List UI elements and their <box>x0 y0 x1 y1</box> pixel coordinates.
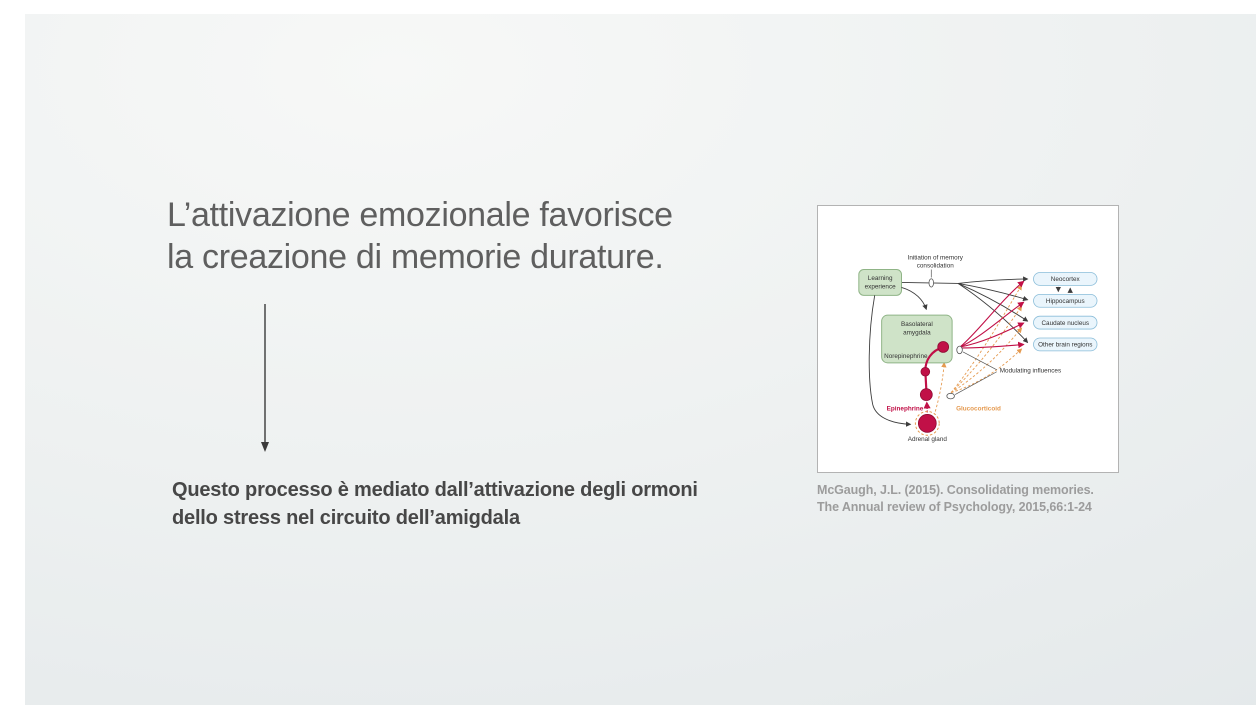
learning-label-line2: experience <box>864 283 896 291</box>
initiation-marker-ellipse <box>929 279 934 287</box>
neocortex-label: Neocortex <box>1050 276 1080 284</box>
citation-line-1: McGaugh, J.L. (2015). Consolidating memories. <box>817 483 1094 497</box>
glucocorticoid-arrow-amygdala <box>935 363 944 412</box>
black-arrow-caudate <box>958 283 1027 321</box>
junction-ellipse <box>957 346 963 354</box>
caudate-nucleus-label: Caudate nucleus <box>1041 319 1090 327</box>
title-line-2: la creazione di memorie durature. <box>167 238 664 276</box>
epinephrine-label: Epinephrine <box>886 405 924 413</box>
other-brain-regions-label: Other brain regions <box>1038 341 1093 349</box>
amygdala-label-line1: Basolateral <box>901 321 933 329</box>
glucocorticoid-label: Glucocorticoid <box>956 405 1001 413</box>
slide-body-text <box>172 476 698 532</box>
glucocorticoid-arrow-caudate <box>951 328 1021 393</box>
memory-consolidation-diagram <box>818 206 1118 472</box>
hormone-node-mid <box>921 367 930 376</box>
black-arrow-hippocampus <box>958 283 1027 299</box>
norepinephrine-node <box>938 341 949 352</box>
title-line-1: L’attivazione emozionale favorisce <box>167 196 673 234</box>
down-arrow <box>257 303 273 453</box>
learning-label-line1: Learning <box>867 274 893 282</box>
down-arrow-head <box>261 442 269 452</box>
initiation-label-line2: consolidation <box>916 262 954 270</box>
norepinephrine-label: Norepinephrine <box>884 352 928 360</box>
learning-to-amygdala-arrow <box>902 287 927 309</box>
citation <box>817 482 1094 516</box>
initiation-label-line1: Initiation of memory <box>907 254 963 262</box>
glucocorticoid-ellipse <box>947 393 955 399</box>
black-arrow-neocortex <box>958 279 1027 283</box>
body-line-1: Questo processo è mediato dall’attivazione degli ormoni <box>172 479 698 501</box>
citation-line-2: The Annual review of Psychology, 2015,66:1-24 <box>817 500 1092 514</box>
modulating-pointer-lower <box>955 372 997 395</box>
body-line-2: dello stress nel circuito dell’amigdala <box>172 507 520 529</box>
hippocampus-label: Hippocampus <box>1045 298 1085 306</box>
hormone-node-lower <box>920 389 932 401</box>
amygdala-label-line2: amygdala <box>903 329 931 337</box>
modulating-influences-label: Modulating influences <box>999 367 1062 375</box>
slide-title <box>167 194 673 278</box>
adrenal-gland-node <box>918 414 936 432</box>
figure-panel <box>817 205 1119 473</box>
slide <box>25 14 1256 705</box>
adrenal-gland-label: Adrenal gland <box>907 436 947 444</box>
